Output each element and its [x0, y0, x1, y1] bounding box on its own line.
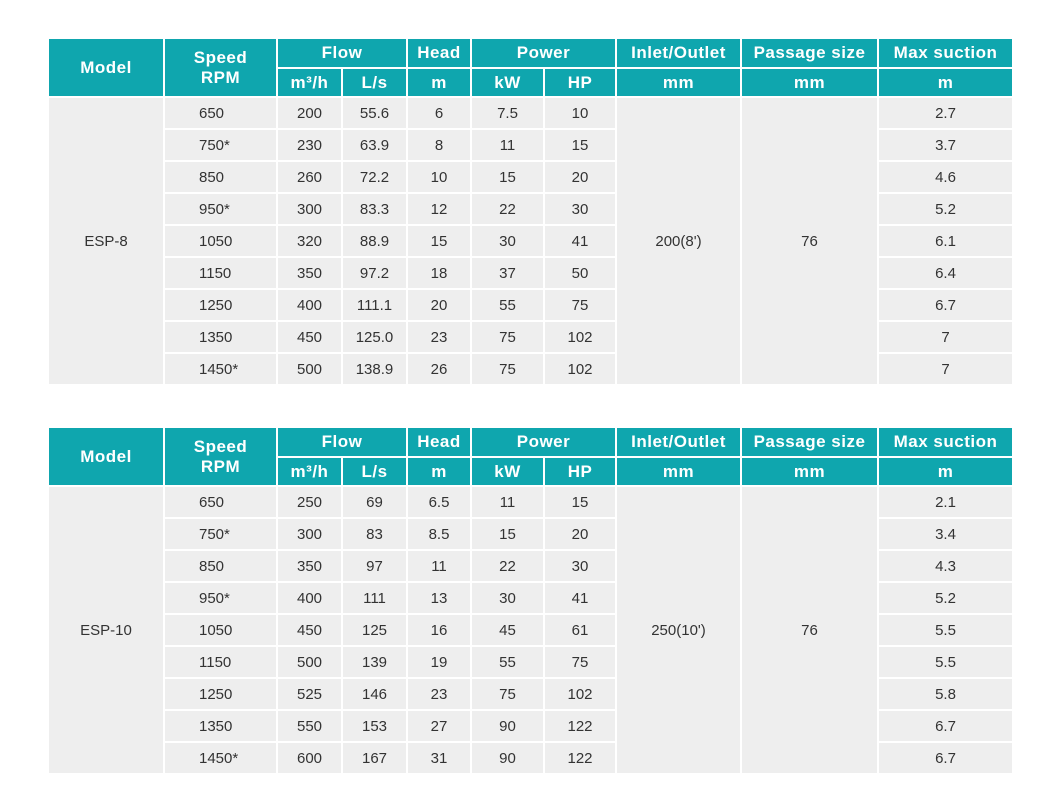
header-rpm: RPM: [200, 456, 241, 476]
power-kw-cell: 22: [471, 550, 544, 582]
header-inlet-unit: mm: [616, 457, 741, 486]
header-power: Power: [471, 39, 616, 68]
speed-cell: 750*: [164, 129, 277, 161]
speed-cell: 950*: [164, 193, 277, 225]
head-cell: 13: [407, 582, 471, 614]
flow-ls-cell: 111: [342, 582, 407, 614]
head-cell: 8.5: [407, 518, 471, 550]
flow-m3h-cell: 550: [277, 710, 342, 742]
flow-ls-cell: 69: [342, 486, 407, 518]
flow-ls-cell: 97: [342, 550, 407, 582]
speed-cell: 650: [164, 97, 277, 129]
max-suction-cell: 3.7: [878, 129, 1012, 161]
head-cell: 19: [407, 646, 471, 678]
speed-cell: 1450*: [164, 742, 277, 773]
header-power: Power: [471, 428, 616, 457]
header-flow-m3h: m³/h: [277, 68, 342, 97]
power-hp-cell: 15: [544, 129, 616, 161]
header-flow-ls: L/s: [342, 68, 407, 97]
table-row: [49, 486, 1012, 518]
header-power-kw: kW: [471, 457, 544, 486]
max-suction-cell: 6.7: [878, 742, 1012, 773]
max-suction-cell: 5.2: [878, 582, 1012, 614]
flow-m3h-cell: 450: [277, 321, 342, 353]
speed-cell: 950*: [164, 582, 277, 614]
power-hp-cell: 102: [544, 321, 616, 353]
power-kw-cell: 37: [471, 257, 544, 289]
max-suction-cell: 5.5: [878, 646, 1012, 678]
flow-m3h-cell: 300: [277, 193, 342, 225]
flow-ls-cell: 125: [342, 614, 407, 646]
passage-size-cell: 76: [741, 97, 878, 384]
flow-m3h-cell: 600: [277, 742, 342, 773]
spec-table-esp-10: [49, 428, 1012, 773]
power-kw-cell: 30: [471, 225, 544, 257]
power-hp-cell: 20: [544, 161, 616, 193]
header-speed-rpm: [164, 39, 277, 97]
max-suction-cell: 6.7: [878, 289, 1012, 321]
max-suction-cell: 5.5: [878, 614, 1012, 646]
header-flow: Flow: [277, 39, 407, 68]
header-model: Model: [49, 428, 164, 486]
table-header: [49, 428, 1012, 486]
speed-cell: 850: [164, 161, 277, 193]
flow-ls-cell: 125.0: [342, 321, 407, 353]
header-flow-m3h: m³/h: [277, 457, 342, 486]
flow-ls-cell: 153: [342, 710, 407, 742]
header-inlet-outlet: Inlet/Outlet: [616, 39, 741, 68]
power-kw-cell: 75: [471, 353, 544, 384]
flow-ls-cell: 72.2: [342, 161, 407, 193]
max-suction-cell: 3.4: [878, 518, 1012, 550]
max-suction-cell: 6.4: [878, 257, 1012, 289]
header-speed: Speed: [193, 47, 248, 67]
power-kw-cell: 90: [471, 742, 544, 773]
head-cell: 23: [407, 678, 471, 710]
table-row: [49, 97, 1012, 129]
speed-cell: 750*: [164, 518, 277, 550]
header-inlet-outlet: Inlet/Outlet: [616, 428, 741, 457]
header-max-suction: Max suction: [878, 428, 1012, 457]
head-cell: 20: [407, 289, 471, 321]
power-kw-cell: 55: [471, 289, 544, 321]
header-power-kw: kW: [471, 68, 544, 97]
speed-cell: 1350: [164, 321, 277, 353]
max-suction-cell: 2.1: [878, 486, 1012, 518]
header-speed-rpm: [164, 428, 277, 486]
header-inlet-unit: mm: [616, 68, 741, 97]
table-body: [49, 97, 1012, 384]
header-head: Head: [407, 39, 471, 68]
power-hp-cell: 15: [544, 486, 616, 518]
power-hp-cell: 10: [544, 97, 616, 129]
header-max-suction: Max suction: [878, 39, 1012, 68]
power-hp-cell: 20: [544, 518, 616, 550]
header-rpm: RPM: [200, 67, 241, 87]
head-cell: 31: [407, 742, 471, 773]
power-hp-cell: 41: [544, 582, 616, 614]
head-cell: 8: [407, 129, 471, 161]
flow-ls-cell: 146: [342, 678, 407, 710]
flow-m3h-cell: 450: [277, 614, 342, 646]
speed-cell: 850: [164, 550, 277, 582]
header-power-hp: HP: [544, 68, 616, 97]
speed-cell: 1150: [164, 646, 277, 678]
flow-m3h-cell: 525: [277, 678, 342, 710]
power-hp-cell: 41: [544, 225, 616, 257]
flow-m3h-cell: 400: [277, 289, 342, 321]
flow-m3h-cell: 230: [277, 129, 342, 161]
head-cell: 6.5: [407, 486, 471, 518]
speed-cell: 1250: [164, 289, 277, 321]
passage-size-cell: 76: [741, 486, 878, 773]
flow-ls-cell: 55.6: [342, 97, 407, 129]
header-passage-size: Passage size: [741, 39, 878, 68]
flow-m3h-cell: 350: [277, 257, 342, 289]
inlet-outlet-cell: 250(10'): [616, 486, 741, 773]
head-cell: 23: [407, 321, 471, 353]
inlet-outlet-cell: 200(8'): [616, 97, 741, 384]
head-cell: 10: [407, 161, 471, 193]
power-kw-cell: 11: [471, 486, 544, 518]
flow-m3h-cell: 400: [277, 582, 342, 614]
head-cell: 18: [407, 257, 471, 289]
flow-ls-cell: 111.1: [342, 289, 407, 321]
power-kw-cell: 75: [471, 321, 544, 353]
head-cell: 26: [407, 353, 471, 384]
power-kw-cell: 11: [471, 129, 544, 161]
power-hp-cell: 102: [544, 353, 616, 384]
header-flow: Flow: [277, 428, 407, 457]
power-kw-cell: 15: [471, 161, 544, 193]
flow-ls-cell: 83.3: [342, 193, 407, 225]
max-suction-cell: 5.2: [878, 193, 1012, 225]
flow-ls-cell: 63.9: [342, 129, 407, 161]
header-model: Model: [49, 39, 164, 97]
header-passage-unit: mm: [741, 68, 878, 97]
power-hp-cell: 50: [544, 257, 616, 289]
header-passage-size: Passage size: [741, 428, 878, 457]
speed-cell: 1050: [164, 225, 277, 257]
header-suction-unit: m: [878, 68, 1012, 97]
power-hp-cell: 30: [544, 193, 616, 225]
table-body: [49, 486, 1012, 773]
power-kw-cell: 45: [471, 614, 544, 646]
flow-ls-cell: 139: [342, 646, 407, 678]
header-suction-unit: m: [878, 457, 1012, 486]
header-head-unit: m: [407, 68, 471, 97]
header-power-hp: HP: [544, 457, 616, 486]
max-suction-cell: 6.1: [878, 225, 1012, 257]
power-kw-cell: 7.5: [471, 97, 544, 129]
table-header: [49, 39, 1012, 97]
power-kw-cell: 22: [471, 193, 544, 225]
power-hp-cell: 102: [544, 678, 616, 710]
power-hp-cell: 75: [544, 646, 616, 678]
spec-table-esp-8: [49, 39, 1012, 384]
speed-cell: 650: [164, 486, 277, 518]
power-kw-cell: 90: [471, 710, 544, 742]
flow-ls-cell: 88.9: [342, 225, 407, 257]
head-cell: 6: [407, 97, 471, 129]
header-flow-ls: L/s: [342, 457, 407, 486]
max-suction-cell: 6.7: [878, 710, 1012, 742]
power-kw-cell: 15: [471, 518, 544, 550]
power-hp-cell: 122: [544, 742, 616, 773]
head-cell: 11: [407, 550, 471, 582]
header-passage-unit: mm: [741, 457, 878, 486]
head-cell: 16: [407, 614, 471, 646]
power-kw-cell: 55: [471, 646, 544, 678]
power-kw-cell: 30: [471, 582, 544, 614]
header-speed: Speed: [193, 436, 248, 456]
power-hp-cell: 122: [544, 710, 616, 742]
flow-m3h-cell: 300: [277, 518, 342, 550]
max-suction-cell: 4.3: [878, 550, 1012, 582]
flow-ls-cell: 97.2: [342, 257, 407, 289]
flow-m3h-cell: 500: [277, 353, 342, 384]
max-suction-cell: 7: [878, 321, 1012, 353]
flow-m3h-cell: 320: [277, 225, 342, 257]
speed-cell: 1450*: [164, 353, 277, 384]
head-cell: 27: [407, 710, 471, 742]
flow-m3h-cell: 350: [277, 550, 342, 582]
speed-cell: 1150: [164, 257, 277, 289]
speed-cell: 1050: [164, 614, 277, 646]
flow-ls-cell: 83: [342, 518, 407, 550]
header-head: Head: [407, 428, 471, 457]
power-hp-cell: 75: [544, 289, 616, 321]
flow-m3h-cell: 200: [277, 97, 342, 129]
model-cell: ESP-10: [49, 486, 164, 773]
flow-ls-cell: 167: [342, 742, 407, 773]
max-suction-cell: 7: [878, 353, 1012, 384]
head-cell: 15: [407, 225, 471, 257]
flow-m3h-cell: 500: [277, 646, 342, 678]
max-suction-cell: 2.7: [878, 97, 1012, 129]
max-suction-cell: 5.8: [878, 678, 1012, 710]
max-suction-cell: 4.6: [878, 161, 1012, 193]
power-kw-cell: 75: [471, 678, 544, 710]
power-hp-cell: 61: [544, 614, 616, 646]
speed-cell: 1250: [164, 678, 277, 710]
flow-m3h-cell: 260: [277, 161, 342, 193]
speed-cell: 1350: [164, 710, 277, 742]
power-hp-cell: 30: [544, 550, 616, 582]
flow-m3h-cell: 250: [277, 486, 342, 518]
flow-ls-cell: 138.9: [342, 353, 407, 384]
head-cell: 12: [407, 193, 471, 225]
header-head-unit: m: [407, 457, 471, 486]
model-cell: ESP-8: [49, 97, 164, 384]
